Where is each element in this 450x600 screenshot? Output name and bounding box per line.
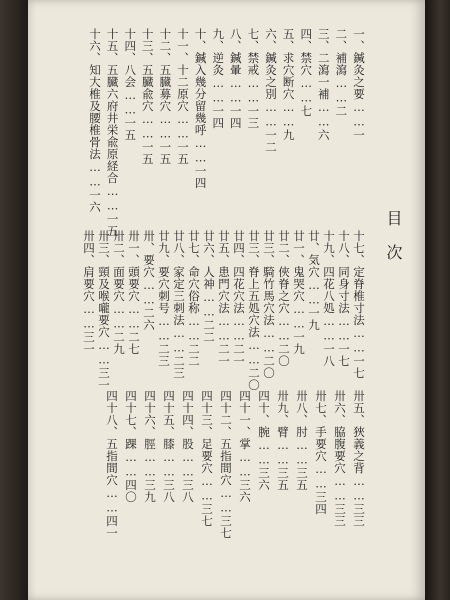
toc-entry: 廿四、四花穴法……二一 (232, 230, 246, 367)
toc-entry: 廿一、鬼哭穴……一九 (292, 230, 306, 355)
toc-entry: 卅、要穴……二六 (142, 230, 156, 331)
toc-entry: 廿二、俠脊之穴……二〇 (277, 230, 291, 367)
toc-entry: 四十六、脛……三九 (143, 390, 157, 503)
book-edge-shadow (425, 0, 450, 600)
toc-entry: 廿五、患門穴法……二一 (217, 230, 231, 367)
toc-entry: 卅九、臂……三五 (276, 390, 290, 491)
toc-entry: 五、求穴断穴……九 (281, 28, 296, 141)
toc-entry: 卅三、頸及喉嚨要穴……三一 (97, 230, 111, 391)
toc-entry: 四十四、股……三八 (181, 390, 195, 503)
toc-entry: 四十八、五指間穴……四一 (105, 390, 119, 539)
toc-entry: 卅一、頭要穴……二七 (127, 230, 141, 355)
toc-entry: 三、二瀉一補……六 (316, 28, 331, 141)
toc-entry: 十六、知大椎及腰椎骨法……一六 (88, 28, 102, 213)
toc-entry: 四十、腕……三六 (257, 390, 271, 491)
toc-entry: 四十七、踝……四〇 (124, 390, 138, 503)
toc-entry: 廿九、要穴刺号……二三 (157, 230, 171, 367)
toc-entry: 廿八、家定三刺法……二三 (172, 230, 186, 379)
toc-entry: 一、鍼灸之要……一 (352, 28, 366, 141)
toc-entry: 卅四、肩要穴……三一 (82, 230, 96, 355)
toc-entry: 卅八、肘……三五 (295, 390, 309, 491)
toc-entry: 八、鍼暈……一四 (228, 28, 243, 129)
toc-entry: 六、鍼灸之別……一二 (264, 28, 278, 153)
toc-entry: 九、逆灸……一四 (211, 28, 226, 129)
toc-entry: 廿三、騎竹馬穴法……二〇 (262, 230, 276, 379)
toc-entry: 二、補瀉……二 (334, 28, 349, 117)
toc-entry: 四、禁穴……七 (299, 28, 314, 117)
toc-entry: 十八、同身寸法……一七 (337, 230, 351, 367)
toc-entry: 七、禁戒……一三 (246, 28, 261, 129)
toc-entry: 廿六、人神……二二 (202, 230, 216, 343)
toc-entry: 四十一、掌……三六 (238, 390, 252, 503)
page-title: 目次 (384, 210, 403, 278)
toc-entry: 四十三、足要穴……三七 (200, 390, 214, 527)
toc-entry: 四十五、膝……三八 (162, 390, 176, 503)
toc-entry: 十三、五臓兪穴……一五 (140, 28, 155, 165)
book-gutter-shadow (0, 0, 28, 600)
toc-entry: 四十二、五指間穴……三七 (219, 390, 233, 539)
toc-entry: 十五、五臓六府井栄兪原経合……一五 (105, 28, 120, 237)
toc-entry: 廿七、命穴俗称……二二 (187, 230, 201, 367)
toc-entry: 十、鍼入幾分留幾呼……一四 (193, 28, 208, 189)
toc-entry: 十七、定脊椎寸法……一七 (352, 230, 366, 379)
toc-entry: 卅二、面要穴……二九 (112, 230, 126, 355)
toc-entry: 卅七、手要穴……三四 (314, 390, 328, 515)
toc-entry: 卅六、脇腹要穴……三三 (333, 390, 347, 527)
toc-entry: 卅五、狹義之背……三三 (352, 390, 366, 527)
toc-entry: 十九、四花八処……一八 (322, 230, 336, 367)
toc-entry: 廿、気穴……一九 (307, 230, 321, 331)
toc-entry: 十二、五臓募穴……一五 (158, 28, 173, 165)
toc-entry: 廿三、脊上五処穴法……二〇 (247, 230, 261, 391)
toc-entry: 十四、八会……一五 (123, 28, 138, 141)
toc-entry: 十一、十二原穴……一五 (176, 28, 190, 165)
